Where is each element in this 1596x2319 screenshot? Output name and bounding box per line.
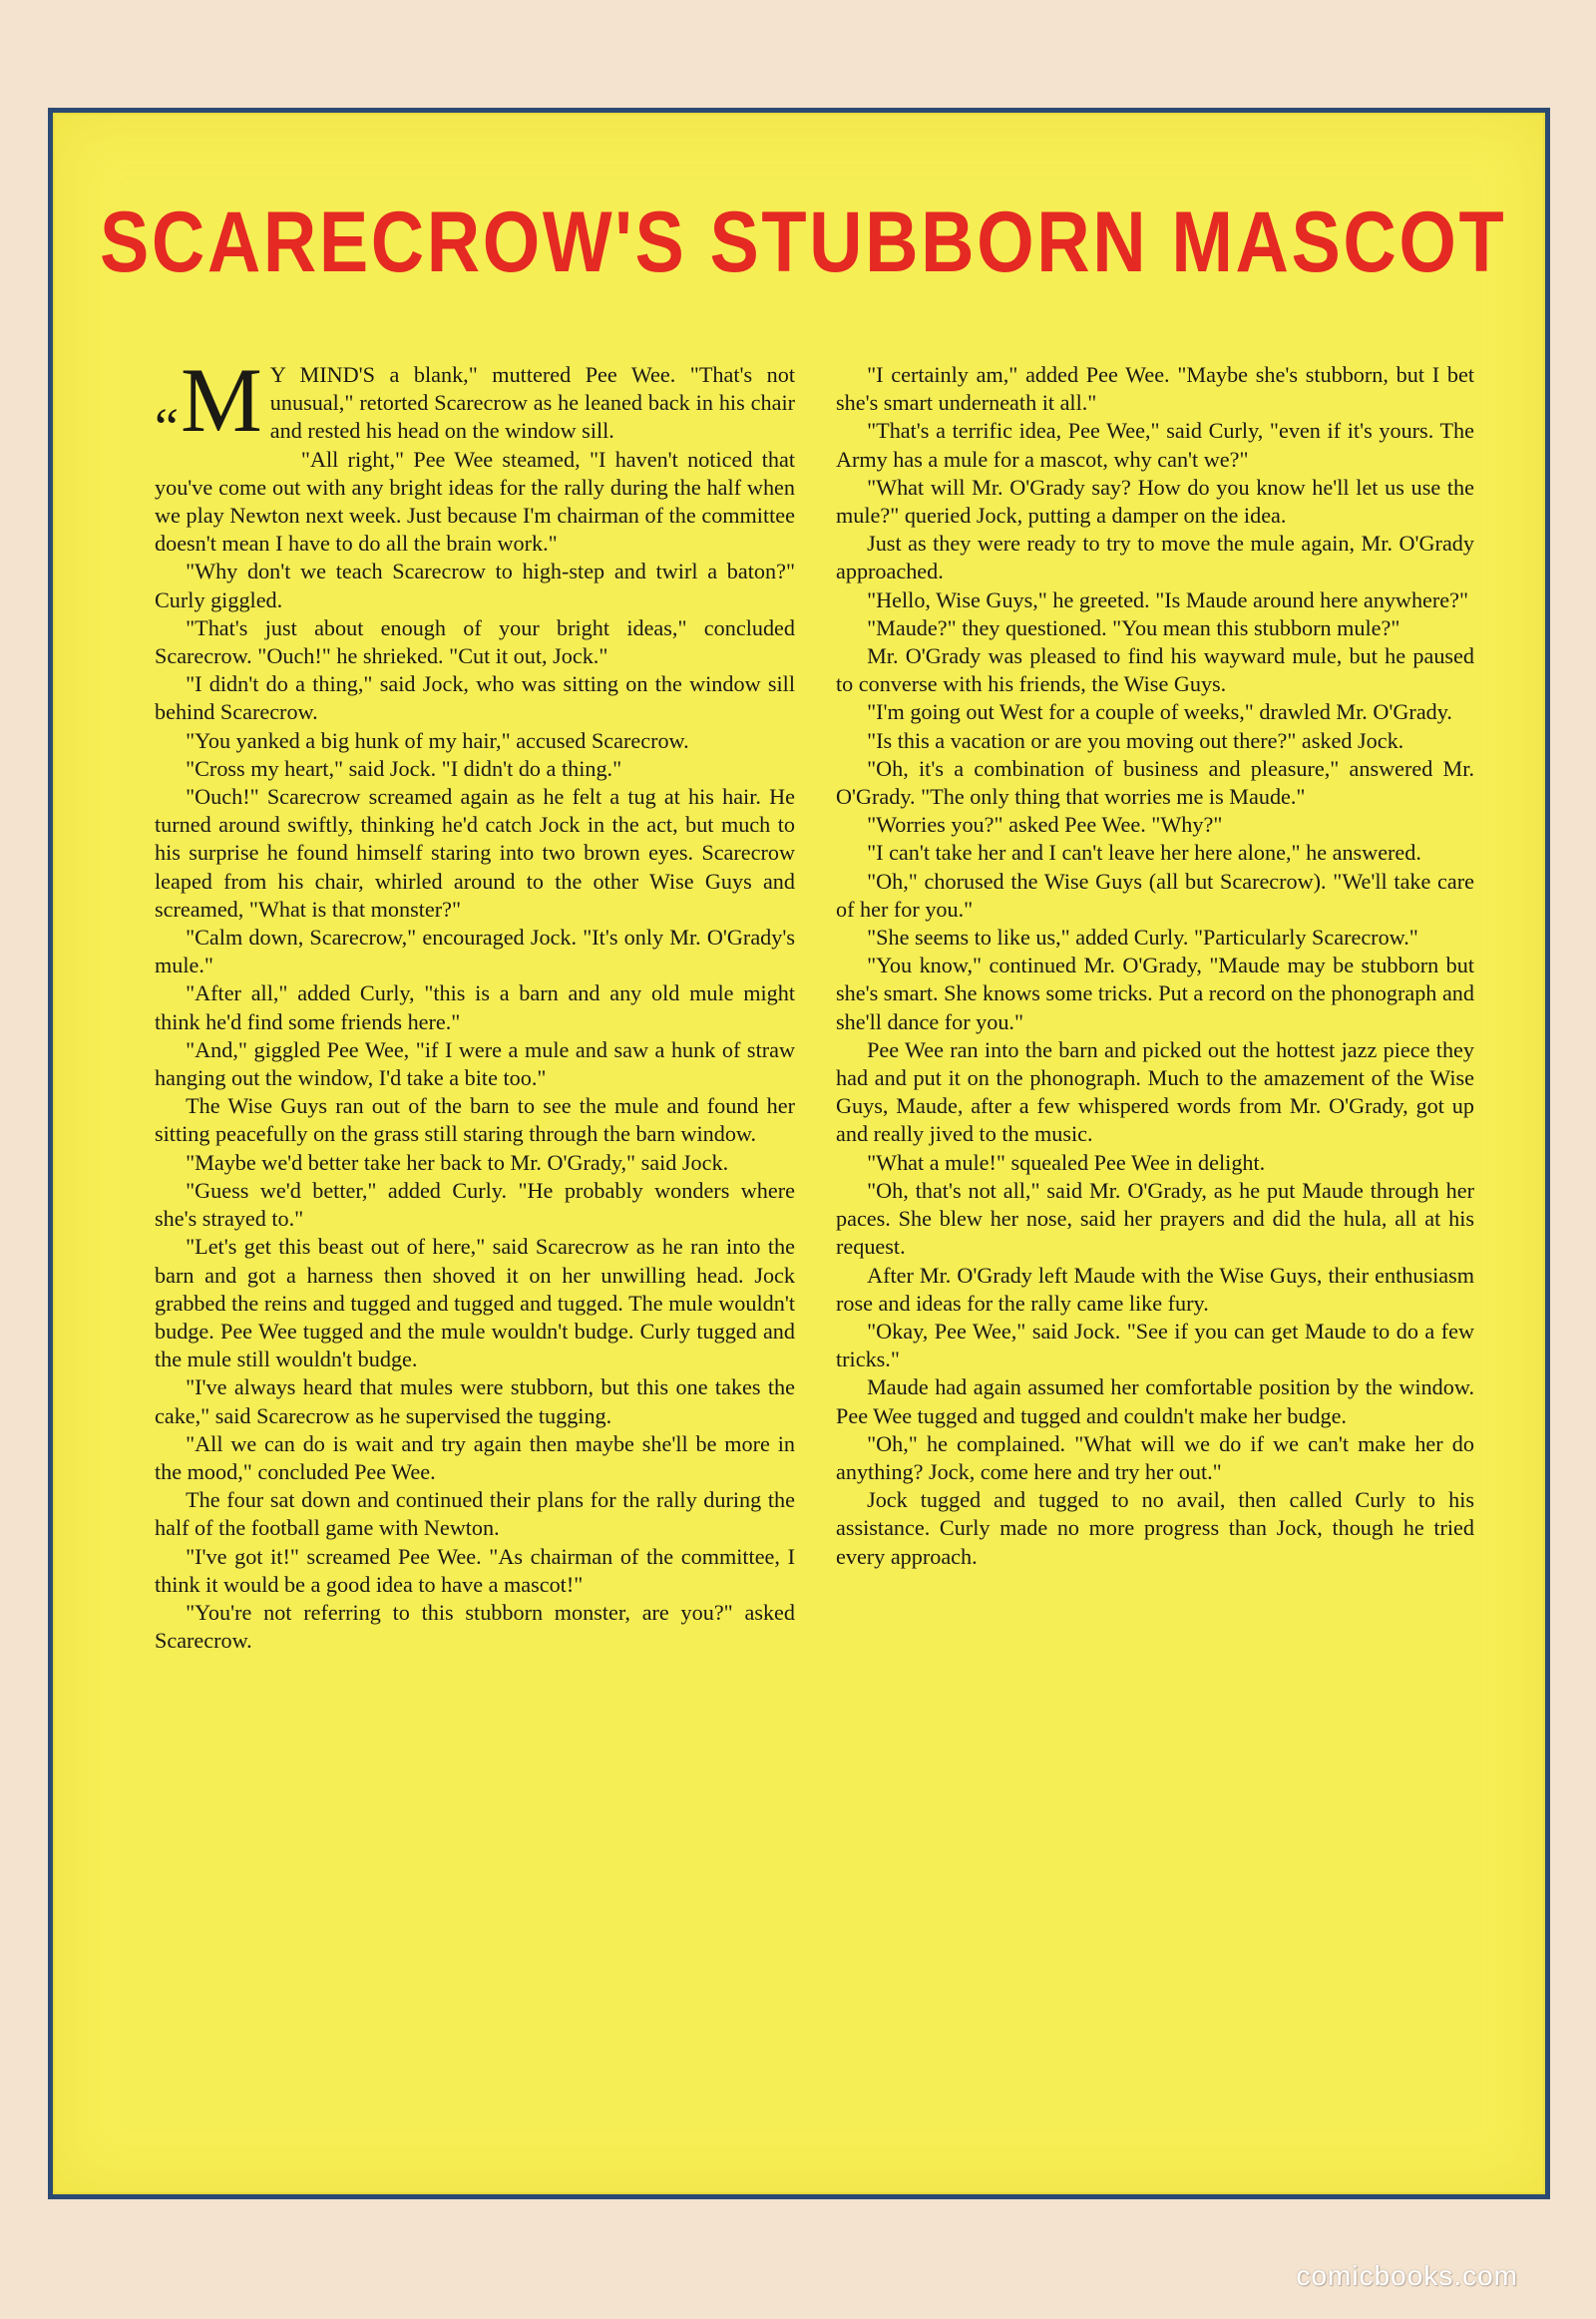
paragraph: "I've got it!" screamed Pee Wee. "As chairman of the committee, I think it would be a good idea to have a mascot!" bbox=[155, 1543, 795, 1597]
opening-paragraph bbox=[155, 349, 795, 457]
paragraph: "Hello, Wise Guys," he greeted. "Is Maude around here anywhere?" bbox=[867, 586, 1469, 612]
paragraph: "Is this a vacation or are you moving out there?" asked Jock. bbox=[867, 727, 1404, 753]
paragraph: "She seems to like us," added Curly. "Particularly Scarecrow." bbox=[867, 925, 1418, 951]
paragraph: After Mr. O'Grady left Maude with the Wise Guys, their enthusiasm rose and ideas for the rally came like fury. bbox=[836, 1262, 1474, 1316]
paragraph: "What will Mr. O'Grady say? How do you know he'll let us use the mule?" queried Jock, putting a damper on the idea. bbox=[836, 474, 1474, 529]
paragraph: "That's just about enough of your bright ideas," concluded Scarecrow. "Ouch!" he shrieked. "Cut it out, Jock." bbox=[155, 614, 795, 669]
paragraph: Mr. O'Grady was pleased to find his wayward mule, but he paused to converse with his friends, the Wise Guys. bbox=[836, 643, 1474, 697]
paragraph: "Maude?" they questioned. "You mean this stubborn mule?" bbox=[867, 614, 1400, 640]
paragraph: "Ouch!" Scarecrow screamed again as he felt a tug at his hair. He turned around swiftly, thinking he'd catch Jock in the act, but much to his surprise he found himself staring into two brown eyes. Scarecrow leaped from his chair, whirled around to the other Wise Guys and screamed, "What is that monster?" bbox=[155, 784, 795, 922]
paragraph: "I'm going out West for a couple of weeks," drawled Mr. O'Grady. bbox=[867, 699, 1452, 725]
paragraph: "Okay, Pee Wee," said Jock. "See if you can get Maude to do a few tricks." bbox=[836, 1318, 1474, 1372]
paragraph: "All right," Pee Wee steamed, "I haven't noticed that you've come out with any bright ideas for the rally during the half when we play Newton next week. Just because I'm chairman of the committee doesn't mean I have to do all the brain work." bbox=[155, 446, 795, 557]
paragraph: Just as they were ready to try to move the mule again, Mr. O'Grady approached. bbox=[836, 531, 1474, 584]
paragraph: "I can't take her and I can't leave her here alone," he answered. bbox=[867, 840, 1421, 866]
drop-cap bbox=[155, 349, 262, 457]
paragraph: "I certainly am," added Pee Wee. "Maybe she's stubborn, but I bet she's smart underneath it all." bbox=[836, 362, 1474, 416]
paragraph: "All we can do is wait and try again then maybe she'll be more in the mood," concluded Pee Wee. bbox=[155, 1430, 795, 1484]
paragraph: The four sat down and continued their plans for the rally during the half of the football game with Newton. bbox=[155, 1487, 795, 1541]
left-text-column bbox=[155, 349, 795, 1655]
paragraph: "Oh," he complained. "What will we do if we can't make her do anything? Jock, come here and try her out." bbox=[836, 1430, 1474, 1484]
paragraph: "Calm down, Scarecrow," encouraged Jock. "It's only Mr. O'Grady's mule." bbox=[155, 925, 795, 978]
paragraph: "Oh," chorused the Wise Guys (all but Scarecrow). "We'll take care of her for you." bbox=[836, 868, 1474, 922]
paragraph-text: Y MIND'S a blank," muttered Pee Wee. "That's not unusual," retorted Scarecrow as he leaned back in his chair and rested his head on the window sill. bbox=[269, 362, 795, 444]
paragraph: The Wise Guys ran out of the barn to see the mule and found her sitting peacefully on the grass still staring through the barn window. bbox=[155, 1093, 795, 1147]
paragraph: Jock tugged and tugged to no avail, then called Curly to his assistance. Curly made no more progress than Jock, though he tried every approach. bbox=[836, 1487, 1474, 1569]
paragraph: "That's a terrific idea, Pee Wee," said Curly, "even if it's yours. The Army has a mule for a mascot, why can't we?" bbox=[836, 418, 1474, 472]
paragraph: "And," giggled Pee Wee, "if I were a mule and saw a hunk of straw hanging out the window, I'd take a bite too." bbox=[155, 1036, 795, 1091]
paragraph: "Let's get this beast out of here," said Scarecrow as he ran into the barn and got a harness then shoved it on her unwilling head. Jock grabbed the reins and tugged and tugged and tugged. The mule wouldn't budge. Pee Wee tugged and the mule wouldn't budge. Curly tugged and the mule still wouldn't budge. bbox=[155, 1234, 795, 1372]
paragraph: Pee Wee ran into the barn and picked out the hottest jazz piece they had and put it on the phonograph. Much to the amazement of the Wise Guys, Maude, after a few whispered words from Mr. O'Grady, got up and really jived to the music. bbox=[836, 1036, 1474, 1147]
paragraph: "Worries you?" asked Pee Wee. "Why?" bbox=[867, 812, 1223, 838]
paragraph: "Guess we'd better," added Curly. "He probably wonders where she's strayed to." bbox=[155, 1177, 795, 1232]
paragraph: "I didn't do a thing," said Jock, who was sitting on the window sill behind Scarecrow. bbox=[155, 671, 795, 725]
paragraph: "Oh, it's a combination of business and pleasure," answered Mr. O'Grady. "The only thing that worries me is Maude." bbox=[836, 755, 1474, 810]
right-text-column bbox=[836, 361, 1474, 1571]
drop-cap-letter: M bbox=[180, 349, 262, 451]
paragraph: Maude had again assumed her comfortable position by the window. Pee Wee tugged and tugged and couldn't make her budge. bbox=[836, 1374, 1474, 1428]
watermark-text: comicbooks.com bbox=[1296, 2260, 1518, 2291]
paragraph: "Why don't we teach Scarecrow to high-step and twirl a baton?" Curly giggled. bbox=[155, 559, 795, 612]
paragraph: "You yanked a big hunk of my hair," accused Scarecrow. bbox=[186, 727, 689, 753]
paragraph: "What a mule!" squealed Pee Wee in delight. bbox=[867, 1149, 1266, 1175]
paragraph: "Cross my heart," said Jock. "I didn't do a thing." bbox=[186, 755, 622, 781]
opening-quote-mark: “ bbox=[155, 397, 179, 457]
paragraph: "Maybe we'd better take her back to Mr. O'Grady," said Jock. bbox=[186, 1149, 729, 1175]
paragraph: "You know," continued Mr. O'Grady, "Maude may be stubborn but she's smart. She knows some tricks. Put a record on the phonograph and she'll dance for you." bbox=[836, 953, 1474, 1034]
paragraph: "Oh, that's not all," said Mr. O'Grady, as he put Maude through her paces. She blew her nose, said her prayers and did the hula, all at his request. bbox=[836, 1177, 1474, 1260]
story-title: SCARECROW'S STUBBORN MASCOT bbox=[100, 194, 1507, 290]
paragraph: "After all," added Curly, "this is a barn and any old mule might think he'd find some friends here." bbox=[155, 980, 795, 1034]
paragraph: "You're not referring to this stubborn monster, are you?" asked Scarecrow. bbox=[155, 1599, 795, 1654]
paragraph: "I've always heard that mules were stubborn, but this one takes the cake," said Scarecrow as he supervised the tugging. bbox=[155, 1374, 795, 1428]
